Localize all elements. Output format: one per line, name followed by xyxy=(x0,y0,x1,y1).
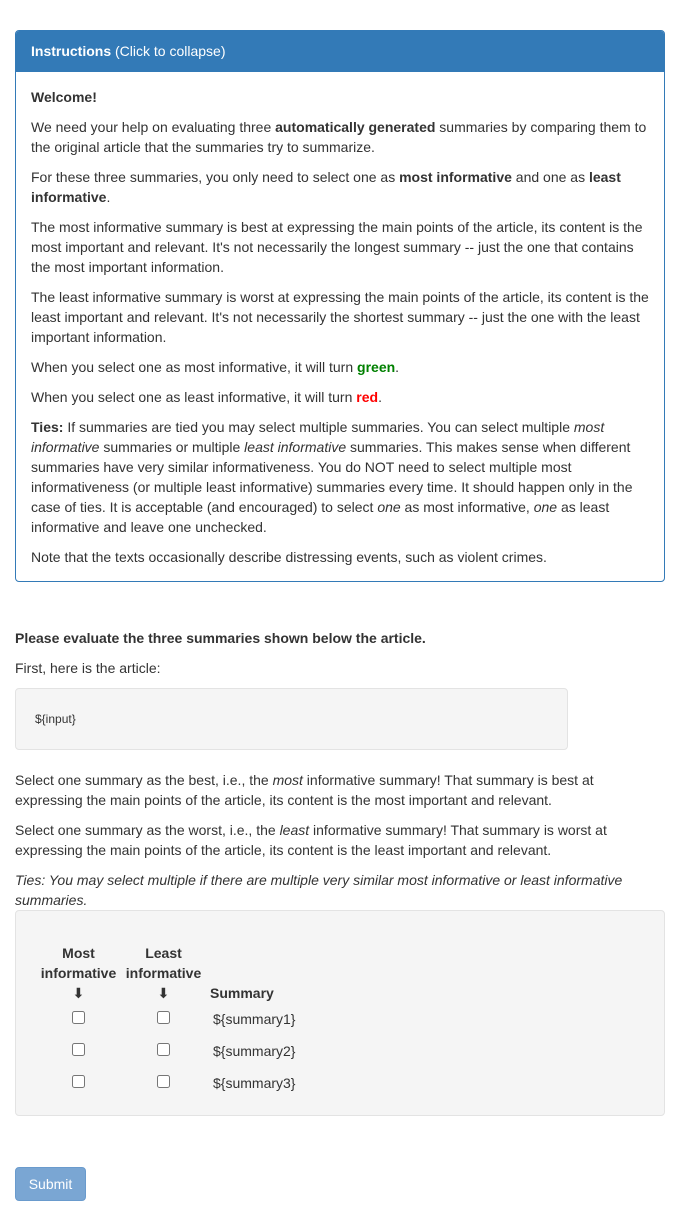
down-arrow-icon: ⬇ xyxy=(72,985,85,1001)
article-intro: First, here is the article: xyxy=(15,660,161,676)
worst-instruction: Select one summary as the worst, i.e., the least informative summary! That summary is worst at expressing the main points of the article, its content is the least important and relevant. xyxy=(15,822,607,858)
red-paragraph: When you select one as least informative, it will turn red. xyxy=(31,389,382,405)
instructions-body xyxy=(16,72,664,581)
most-informative-checkbox-3[interactable] xyxy=(72,1075,85,1088)
summary-table xyxy=(36,933,295,1099)
green-paragraph: When you select one as most informative, it will turn green. xyxy=(31,359,400,375)
best-instruction: Select one summary as the best, i.e., the most informative summary! That summary is best at expressing the main points of the article, its content is the most important and relevant. xyxy=(15,772,594,808)
evaluation-section xyxy=(15,628,665,1116)
least-informative-checkbox-3[interactable] xyxy=(157,1075,170,1088)
least-informative-paragraph: The least informative summary is worst at expressing the main points of the article, its content is the least important and relevant. It's not necessarily the shortest summary -- just the one with the least important information. xyxy=(31,289,649,345)
summary-header: Summary xyxy=(210,985,274,1001)
instructions-toggle[interactable] xyxy=(16,31,664,72)
summary-text-2: ${summary2} xyxy=(213,1043,296,1059)
green-word: green xyxy=(357,359,396,375)
summary-text-3: ${summary3} xyxy=(213,1075,296,1091)
least-informative-checkbox-1[interactable] xyxy=(157,1011,170,1024)
most-informative-checkbox-2[interactable] xyxy=(72,1043,85,1056)
article-box: ${input} xyxy=(15,688,568,750)
least-informative-checkbox-2[interactable] xyxy=(157,1043,170,1056)
ties-note: Ties: You may select multiple if there are multiple very similar most informative or least informative summaries. xyxy=(15,872,623,908)
summary-text-1: ${summary1} xyxy=(213,1011,296,1027)
down-arrow-icon: ⬇ xyxy=(157,985,170,1001)
red-word: red xyxy=(356,389,379,405)
collapse-hint: (Click to collapse) xyxy=(111,43,226,59)
summary-table-box xyxy=(15,910,665,1116)
most-informative-checkbox-1[interactable] xyxy=(72,1011,85,1024)
welcome-text: Welcome! xyxy=(31,89,97,105)
table-row xyxy=(36,1003,295,1035)
selection-paragraph: For these three summaries, you only need to select one as most informative and one as least informative. xyxy=(31,169,621,205)
most-informative-header: Most informative ⬇ xyxy=(36,933,121,1003)
least-informative-header: Least informative ⬇ xyxy=(121,933,206,1003)
table-row xyxy=(36,1067,295,1099)
table-row xyxy=(36,1035,295,1067)
most-informative-paragraph: The most informative summary is best at expressing the main points of the article, its content is the most important and relevant. It's not necessarily the longest summary -- just the one that contains the most important information. xyxy=(31,219,643,275)
ties-paragraph: Ties: If summaries are tied you may select multiple summaries. You can select multiple most informative summaries or multiple least informative summaries. This makes sense when different summaries have very similar informativeness. You do NOT need to select multiple most informativeness (or multiple least informative) summaries every time. It should happen only in the case of ties. It is acceptable (and encouraged) to select one as most informative, one as least informative and leave one unchecked. xyxy=(31,419,633,535)
distress-note: Note that the texts occasionally describe distressing events, such as violent crimes. xyxy=(31,549,547,565)
intro-paragraph: We need your help on evaluating three automatically generated summaries by comparing them to the original article that the summaries try to summarize. xyxy=(31,119,647,155)
submit-button[interactable]: Submit xyxy=(15,1167,86,1201)
instructions-panel xyxy=(15,30,665,582)
instructions-title: Instructions xyxy=(31,43,112,59)
evaluation-heading: Please evaluate the three summaries shown below the article. xyxy=(15,630,426,646)
